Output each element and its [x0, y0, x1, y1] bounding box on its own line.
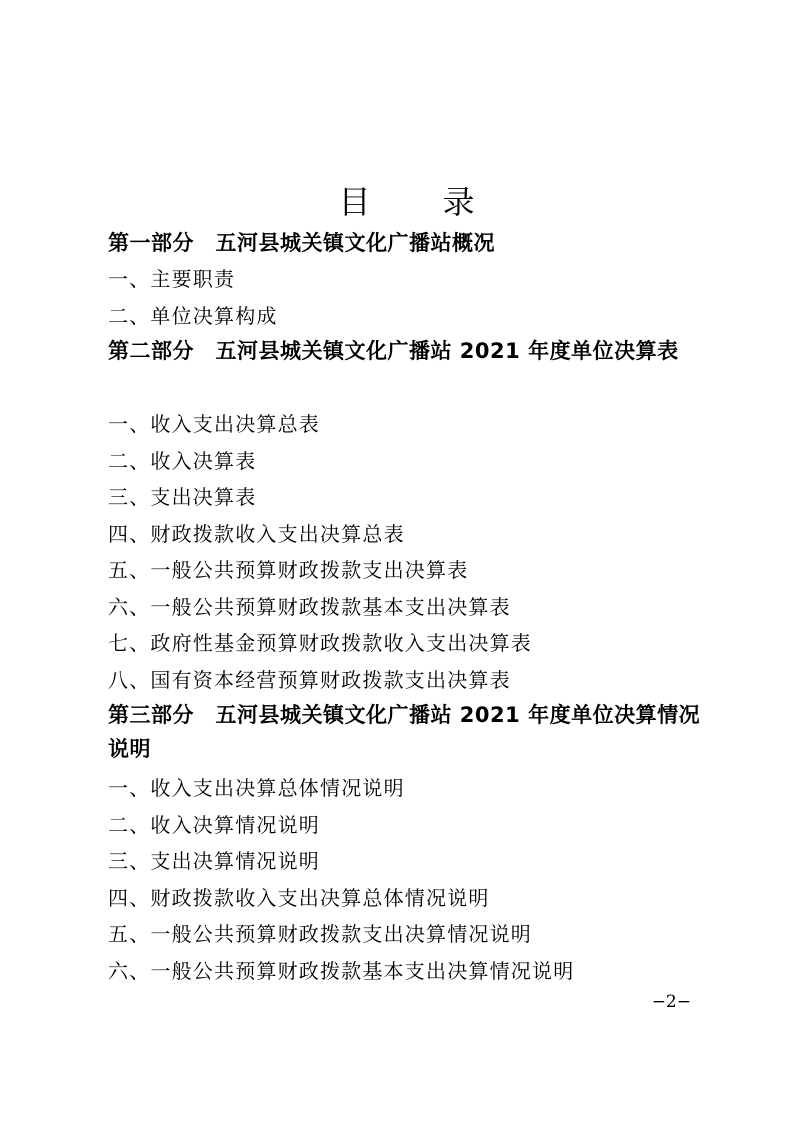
toc-item: 二、单位决算构成: [108, 303, 278, 328]
part-one-heading: 第一部分 五河县城关镇文化广播站概况: [108, 231, 495, 255]
toc-item: 一、收入支出决算总体情况说明: [108, 776, 405, 800]
toc-item: 四、财政拨款收入支出决算总体情况说明: [108, 885, 490, 910]
toc-item: 二、收入决算表: [108, 448, 257, 473]
toc-item: 七、政府性基金预算财政拨款收入支出决算表: [108, 631, 532, 655]
toc-item: 一、收入支出决算总表: [108, 412, 320, 436]
part-three-heading: 第三部分 五河县城关镇文化广播站 2021 年度单位决算情况说明: [108, 703, 701, 761]
table-of-contents: [108, 226, 708, 989]
page-number: −2−: [651, 992, 691, 1012]
part-two-heading: 第二部分 五河县城关镇文化广播站 2021 年度单位决算表: [108, 339, 679, 363]
toc-item: 二、收入决算情况说明: [108, 812, 320, 837]
toc-item: 五、一般公共预算财政拨款支出决算表: [108, 558, 469, 582]
toc-item: 六、一般公共预算财政拨款基本支出决算表: [108, 594, 511, 619]
toc-item: 四、财政拨款收入支出决算总表: [108, 521, 405, 546]
toc-item: 八、国有资本经营预算财政拨款支出决算表: [108, 667, 511, 692]
page-title: 目 录: [338, 183, 495, 221]
toc-item: 六、一般公共预算财政拨款基本支出决算情况说明: [108, 958, 575, 983]
toc-item: 一、主要职责: [108, 267, 236, 291]
toc-item: 三、支出决算表: [108, 485, 257, 509]
toc-item: 五、一般公共预算财政拨款支出决算情况说明: [108, 922, 532, 946]
toc-item: 三、支出决算情况说明: [108, 849, 320, 873]
